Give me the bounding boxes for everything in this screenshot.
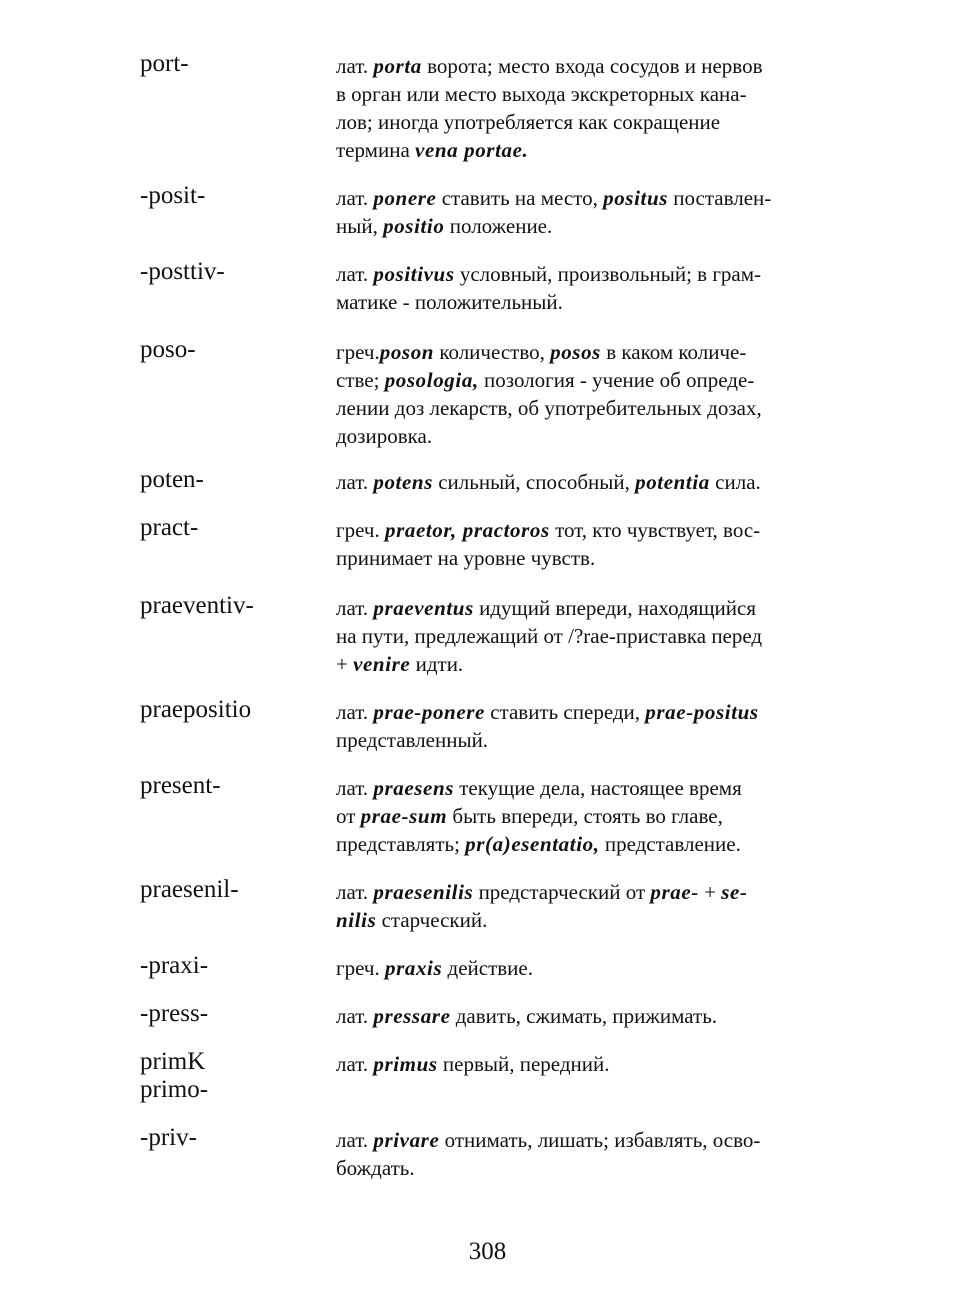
entry-term-line: -posit- [140, 182, 206, 209]
term-variant: porta [373, 54, 422, 78]
definition-text: лении доз лекарств, об употребительных дозах, [336, 396, 762, 420]
definition-line [336, 954, 841, 982]
term-variant: prae-sum [360, 804, 448, 828]
entry-definition [336, 52, 841, 164]
entry-term [140, 1048, 208, 1104]
entry-definition [336, 594, 841, 678]
definition-text: старческий. [376, 908, 488, 932]
definition-text: сильный, способный, [432, 470, 636, 494]
entry-term [140, 772, 221, 800]
definition-text: сила. [709, 470, 761, 494]
entry-definition [336, 516, 841, 572]
definition-text: лат. [336, 54, 374, 78]
entry-definition [336, 468, 841, 496]
definition-text: ворота; место входа сосудов и нервов [421, 54, 763, 78]
entry-definition [336, 954, 841, 982]
definition-text: в каком количе- [600, 340, 747, 364]
definition-text: греч. [336, 340, 380, 364]
definition-text: предстарческий от [473, 880, 651, 904]
entry-definition [336, 260, 841, 316]
term-variant: praesens [373, 776, 454, 800]
definition-line [336, 516, 841, 544]
definition-text: давить, сжимать, прижимать. [450, 1004, 718, 1028]
definition-text: текущие дела, настоящее время [454, 776, 742, 800]
definition-line [336, 108, 841, 136]
entry-definition [336, 1126, 841, 1182]
entry-term [140, 592, 254, 620]
definition-text: лат. [336, 880, 374, 904]
entry-term [140, 952, 208, 980]
definition-text: бождать. [336, 1156, 415, 1180]
term-variant: nilis [336, 908, 377, 932]
definition-text: идти. [410, 652, 464, 676]
definition-text: лат. [336, 186, 374, 210]
definition-line [336, 544, 841, 572]
definition-text: лат. [336, 1128, 374, 1152]
entry-term [140, 876, 239, 904]
definition-line [336, 622, 841, 650]
entry-definition [336, 1002, 841, 1030]
definition-line [336, 650, 841, 678]
term-variant: poson [379, 340, 435, 364]
definition-text: первый, передний. [437, 1052, 610, 1076]
entry-term-line: port- [140, 50, 189, 77]
entry-term-line: pract- [140, 514, 199, 541]
entry-term-line: -praxi- [140, 952, 209, 979]
definition-text: представление. [599, 832, 741, 856]
term-variant: pressare [373, 1004, 451, 1028]
definition-line [336, 80, 841, 108]
term-variant: ponere [373, 186, 437, 210]
definition-line [336, 212, 841, 240]
term-variant: praesenilis [373, 880, 474, 904]
term-variant: pr(a)esentatio, [465, 832, 600, 856]
definition-text: дозировка. [336, 424, 433, 448]
definition-text: положение. [444, 214, 553, 238]
entry-term [140, 258, 225, 286]
definition-text: лат. [336, 1052, 374, 1076]
term-variant: vena portae. [415, 138, 529, 162]
definition-line [336, 698, 841, 726]
definition-line [336, 906, 841, 934]
entry-term-line: -posttiv- [140, 258, 225, 285]
definition-line [336, 184, 841, 212]
definition-text: отнимать, лишать; избавлять, осво- [439, 1128, 761, 1152]
entry-definition [336, 184, 841, 240]
term-variant: se- [721, 880, 748, 904]
entry-term [140, 1000, 208, 1028]
definition-text: представленный. [336, 728, 489, 752]
entry-term-line: -press- [140, 1000, 209, 1027]
definition-text: греч. [336, 956, 385, 980]
term-variant: positivus [373, 262, 455, 286]
definition-text: ный, [336, 214, 384, 238]
definition-line [336, 394, 841, 422]
entry-term-line: primo- [140, 1076, 209, 1103]
entry-term-line: primK [140, 1048, 206, 1075]
entry-definition [336, 698, 841, 754]
definition-line [336, 422, 841, 450]
term-variant: posos [550, 340, 601, 364]
definition-text: + [336, 652, 354, 676]
definition-line [336, 338, 841, 366]
entry-definition [336, 878, 841, 934]
definition-text: ставить спереди, [484, 700, 646, 724]
term-variant: potentia [635, 470, 710, 494]
definition-line [336, 726, 841, 754]
entry-term [140, 696, 251, 724]
definition-text: на пути, предлежащий от /?rae-приставка перед [336, 624, 763, 648]
entry-term-line: praesenil- [140, 876, 239, 903]
definition-text: лат. [336, 776, 374, 800]
definition-text: лат. [336, 470, 374, 494]
definition-line [336, 1126, 841, 1154]
definition-text: лов; иногда употребляется как сокращение [336, 110, 721, 134]
entry-term-line: poten- [140, 466, 204, 493]
definition-line [336, 1002, 841, 1030]
definition-line [336, 366, 841, 394]
definition-text: греч. [336, 518, 385, 542]
definition-text: тот, кто чувствует, вос- [549, 518, 761, 542]
term-variant: prae-positus [645, 700, 759, 724]
definition-text: + [698, 880, 722, 904]
definition-text: быть впереди, стоять во главе, [447, 804, 723, 828]
term-variant: positus [603, 186, 669, 210]
definition-text: лат. [336, 262, 374, 286]
definition-line [336, 468, 841, 496]
term-variant: prae-ponere [373, 700, 485, 724]
term-variant: praeventus [373, 596, 474, 620]
entry-term [140, 514, 198, 542]
term-variant: venire [353, 652, 411, 676]
term-variant: praxis [384, 956, 443, 980]
definition-text: принимает на уровне чувств. [336, 546, 596, 570]
entry-term [140, 1124, 197, 1152]
definition-line [336, 260, 841, 288]
entry-term-line: praeventiv- [140, 592, 254, 619]
term-variant: praetor, practoros [384, 518, 550, 542]
definition-text: матике - положительный. [336, 290, 563, 314]
entry-term [140, 50, 189, 78]
entry-term [140, 466, 204, 494]
definition-line [336, 288, 841, 316]
term-variant: posologia, [384, 368, 479, 392]
entry-definition [336, 774, 841, 858]
term-variant: prae- [650, 880, 699, 904]
definition-text: поставлен- [668, 186, 772, 210]
definition-text: стве; [336, 368, 385, 392]
definition-text: ставить на место, [436, 186, 604, 210]
definition-text: термина [336, 138, 416, 162]
definition-text: действие. [442, 956, 533, 980]
entry-term [140, 336, 196, 364]
term-variant: potens [373, 470, 433, 494]
definition-text: в орган или место выхода экскреторных кана- [336, 82, 747, 106]
entry-term [140, 182, 205, 210]
definition-line [336, 774, 841, 802]
definition-text: представлять; [336, 832, 466, 856]
page-number: 308 [468, 1238, 507, 1265]
entry-definition [336, 1050, 841, 1078]
definition-text: позология - учение об опреде- [478, 368, 755, 392]
entry-term-line: praepositio [140, 696, 252, 723]
entry-term-line: -priv- [140, 1124, 197, 1151]
definition-text: лат. [336, 700, 374, 724]
definition-line [336, 878, 841, 906]
definition-line [336, 830, 841, 858]
entry-term-line: poso- [140, 336, 196, 363]
definition-text: от [336, 804, 361, 828]
definition-line [336, 52, 841, 80]
definition-line [336, 1050, 841, 1078]
term-variant: privare [373, 1128, 440, 1152]
entry-term-line: present- [140, 772, 221, 799]
entry-definition [336, 338, 841, 450]
term-variant: primus [373, 1052, 438, 1076]
definition-text: лат. [336, 596, 374, 620]
definition-line [336, 136, 841, 164]
definition-text: лат. [336, 1004, 374, 1028]
term-variant: positio [383, 214, 445, 238]
definition-text: идущий впереди, находящийся [473, 596, 756, 620]
definition-line [336, 1154, 841, 1182]
definition-text: количество, [434, 340, 551, 364]
definition-line [336, 802, 841, 830]
definition-line [336, 594, 841, 622]
definition-text: условный, произвольный; в грам- [454, 262, 762, 286]
